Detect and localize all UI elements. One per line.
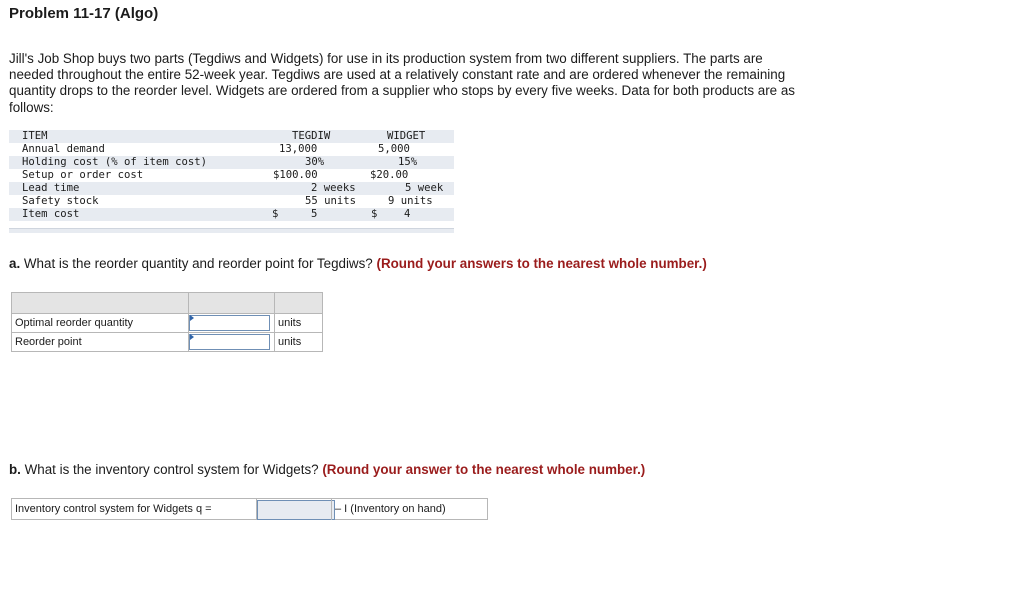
answer-label: Optimal reorder quantity [12,314,189,333]
question-a-label: a. [9,256,21,271]
widget-value: 4 [404,208,411,220]
question-a-hint: (Round your answers to the nearest whole number.) [376,256,707,271]
row-label: Setup or order cost [22,169,144,181]
row-label: Annual demand [22,143,105,155]
input-marker-icon [190,334,194,340]
tegdiw-value: 30% [305,156,325,168]
table-row [9,156,454,169]
widget-value: 9 units [388,195,433,207]
question-a-text: What is the reorder quantity and reorder point for Tegdiws? [23,256,373,271]
tegdiw-value: 2 weeks [311,182,356,194]
answer-row [12,314,323,333]
table-row [9,143,454,156]
answer-cell [189,314,275,333]
widget-value: 15% [398,156,418,168]
table-row [9,169,454,182]
question-b-text: What is the inventory control system for Widgets? [24,462,319,477]
tegdiw-value: 5 [311,208,318,220]
widget-currency: $ [371,208,378,220]
unit-label: units [275,333,323,352]
problem-title: Problem 11-17 (Algo) [9,5,159,22]
table-bottom-bar [9,228,454,233]
row-label: Item cost [22,208,80,220]
question-b [9,462,645,477]
tegdiw-value: 13,000 [279,143,318,155]
answer-row [12,333,323,352]
row-label: Lead time [22,182,80,194]
tegdiw-value: 55 units [305,195,357,207]
table-row [9,195,454,208]
tegdiw-currency: $ [272,208,279,220]
reorder-point-input[interactable] [189,334,270,350]
inventory-system-suffix: – I (Inventory on hand) [335,503,446,515]
question-a [9,256,707,271]
row-label: Holding cost (% of item cost) [22,156,207,168]
divider [331,498,332,520]
header-item: ITEM [22,130,48,142]
table-header-row [9,130,454,143]
answer-cell [189,333,275,352]
row-label: Safety stock [22,195,99,207]
unit-label: units [275,314,323,333]
answer-a-header-row [12,293,323,314]
question-b-label: b. [9,462,21,477]
widgets-q-input[interactable] [257,500,335,520]
inventory-system-label: Inventory control system for Widgets q = [15,503,212,515]
problem-intro: Jill's Job Shop buys two parts (Tegdiws and Widgets) for use in its production system from two different suppliers. The parts are needed throughout the entire 52-week year. Tegdiws are used at a relatively constant rate and are ordered whenever the remaining quantity drops to the reorder level. Widgets are ordered from a supplier who stops by every five weeks. Data for both products are as follows: [9,51,795,115]
header-cell [189,293,275,314]
input-marker-icon [190,315,194,321]
table-row [9,208,454,221]
question-b-hint: (Round your answer to the nearest whole number.) [322,462,646,477]
data-table [9,130,454,233]
header-cell [275,293,323,314]
header-tegdiw: TEGDIW [292,130,331,142]
widget-value: 5,000 [378,143,410,155]
answer-a-table [11,292,323,352]
header-cell [12,293,189,314]
tegdiw-value: $100.00 [273,169,318,181]
widget-value: $20.00 [370,169,409,181]
header-widget: WIDGET [387,130,426,142]
table-row [9,182,454,195]
optimal-reorder-quantity-input[interactable] [189,315,270,331]
answer-b-row [11,498,488,520]
widget-value: 5 week [405,182,444,194]
answer-label: Reorder point [12,333,189,352]
